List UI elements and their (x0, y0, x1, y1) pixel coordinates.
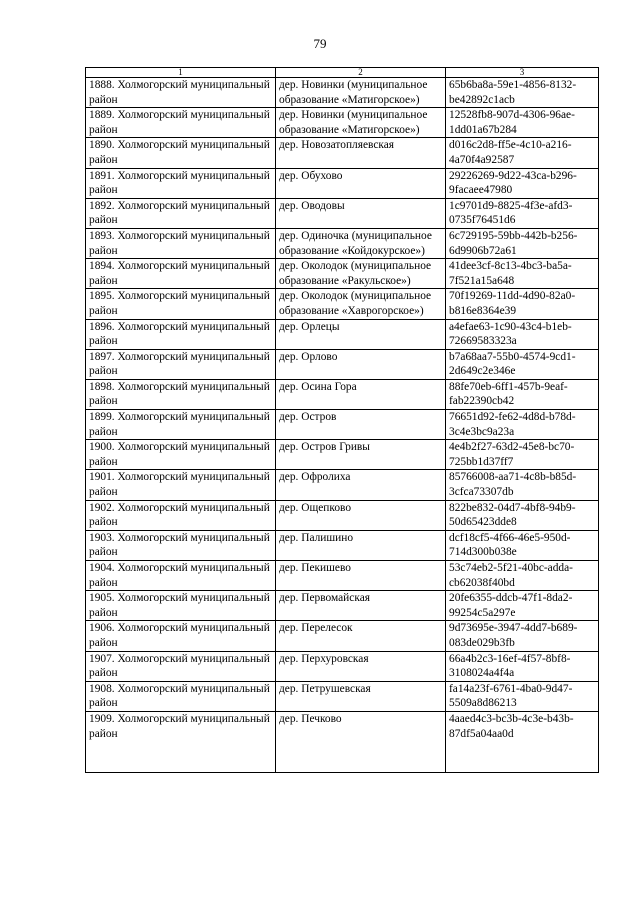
settlement-cell: дер. Перелесок (276, 621, 446, 651)
settlement-cell: дер. Петрушевская (276, 681, 446, 711)
table-row (86, 621, 599, 651)
table-row (86, 681, 599, 711)
table-row (86, 470, 599, 500)
district-cell: 1897. Холмогорский муниципальный район (86, 349, 276, 379)
settlement-cell: дер. Одиночка (муниципальное образование «Койдокурское») (276, 228, 446, 258)
guid-cell: d016c2d8-ff5e-4c10-a216-4a70f4a92587 (446, 138, 599, 168)
guid-cell: 88fe70eb-6ff1-457b-9eaf-fab22390cb42 (446, 379, 599, 409)
table-row (86, 591, 599, 621)
settlement-cell: дер. Околодок (муниципальное образование «Ракульское») (276, 259, 446, 289)
header-row (86, 68, 599, 78)
table-row (86, 289, 599, 319)
guid-cell: 4aaed4c3-bc3b-4c3e-b43b-87df5a04aa0d (446, 711, 599, 772)
district-cell: 1901. Холмогорский муниципальный район (86, 470, 276, 500)
guid-cell: fa14a23f-6761-4ba0-9d47-5509a8d86213 (446, 681, 599, 711)
page-number: 79 (313, 36, 327, 51)
guid-cell: 41dee3cf-8c13-4bc3-ba5a-7f521a15a648 (446, 259, 599, 289)
settlement-cell: дер. Офролиха (276, 470, 446, 500)
table-row (86, 500, 599, 530)
table-row (86, 78, 599, 108)
settlement-cell: дер. Обухово (276, 168, 446, 198)
settlement-cell: дер. Оводовы (276, 198, 446, 228)
guid-cell: 12528fb8-907d-4306-96ae-1dd01a67b284 (446, 108, 599, 138)
guid-cell: 20fe6355-ddcb-47f1-8da2-99254c5a297e (446, 591, 599, 621)
guid-cell: 9d73695e-3947-4dd7-b689-083de029b3fb (446, 621, 599, 651)
guid-cell: 66a4b2c3-16ef-4f57-8bf8-3108024a4f4a (446, 651, 599, 681)
district-cell: 1902. Холмогорский муниципальный район (86, 500, 276, 530)
district-cell: 1889. Холмогорский муниципальный район (86, 108, 276, 138)
district-cell: 1898. Холмогорский муниципальный район (86, 379, 276, 409)
district-cell: 1895. Холмогорский муниципальный район (86, 289, 276, 319)
table-row (86, 228, 599, 258)
district-cell: 1907. Холмогорский муниципальный район (86, 651, 276, 681)
guid-cell: 1c9701d9-8825-4f3e-afd3-0735f76451d6 (446, 198, 599, 228)
table-row (86, 711, 599, 772)
guid-cell: 70f19269-11dd-4d90-82a0-b816e8364e39 (446, 289, 599, 319)
district-cell: 1890. Холмогорский муниципальный район (86, 138, 276, 168)
table-row (86, 198, 599, 228)
settlement-cell: дер. Орлово (276, 349, 446, 379)
district-cell: 1891. Холмогорский муниципальный район (86, 168, 276, 198)
district-cell: 1906. Холмогорский муниципальный район (86, 621, 276, 651)
district-cell: 1888. Холмогорский муниципальный район (86, 78, 276, 108)
table-row (86, 561, 599, 591)
registry-table (85, 67, 599, 773)
settlement-cell: дер. Осина Гора (276, 379, 446, 409)
district-cell: 1896. Холмогорский муниципальный район (86, 319, 276, 349)
table-row (86, 259, 599, 289)
table-row (86, 108, 599, 138)
district-cell: 1899. Холмогорский муниципальный район (86, 410, 276, 440)
column-header-1: 1 (86, 68, 276, 78)
table-body (86, 78, 599, 773)
guid-cell: 6c729195-59bb-442b-b256-6d9906b72a61 (446, 228, 599, 258)
district-cell: 1903. Холмогорский муниципальный район (86, 530, 276, 560)
settlement-cell: дер. Печково (276, 711, 446, 772)
table-row (86, 651, 599, 681)
settlement-cell: дер. Новинки (муниципальное образование «Матигорское») (276, 108, 446, 138)
district-cell: 1909. Холмогорский муниципальный район (86, 711, 276, 772)
guid-cell: 822be832-04d7-4bf8-94b9-50d65423dde8 (446, 500, 599, 530)
district-cell: 1904. Холмогорский муниципальный район (86, 561, 276, 591)
settlement-cell: дер. Околодок (муниципальное образование «Хаврогорское») (276, 289, 446, 319)
guid-cell: 4e4b2f27-63d2-45e8-bc70-725bb1d37ff7 (446, 440, 599, 470)
table-row (86, 440, 599, 470)
settlement-cell: дер. Ощепково (276, 500, 446, 530)
settlement-cell: дер. Новинки (муниципальное образование «Матигорское») (276, 78, 446, 108)
guid-cell: a4efae63-1c90-43c4-b1eb-72669583323a (446, 319, 599, 349)
guid-cell: 29226269-9d22-43ca-b296-9facaee47980 (446, 168, 599, 198)
guid-cell: dcf18cf5-4f66-46e5-950d-714d300b038e (446, 530, 599, 560)
district-cell: 1900. Холмогорский муниципальный район (86, 440, 276, 470)
guid-cell: 76651d92-fe62-4d8d-b78d-3c4e3bc9a23a (446, 410, 599, 440)
table-row (86, 410, 599, 440)
table-row (86, 349, 599, 379)
district-cell: 1894. Холмогорский муниципальный район (86, 259, 276, 289)
district-cell: 1892. Холмогорский муниципальный район (86, 198, 276, 228)
guid-cell: b7a68aa7-55b0-4574-9cd1-2d649c2e346e (446, 349, 599, 379)
settlement-cell: дер. Орлецы (276, 319, 446, 349)
district-cell: 1905. Холмогорский муниципальный район (86, 591, 276, 621)
district-cell: 1908. Холмогорский муниципальный район (86, 681, 276, 711)
settlement-cell: дер. Остров Гривы (276, 440, 446, 470)
guid-cell: 65b6ba8a-59e1-4856-8132-be42892c1acb (446, 78, 599, 108)
settlement-cell: дер. Остров (276, 410, 446, 440)
table-row (86, 379, 599, 409)
table-row (86, 530, 599, 560)
table-row (86, 138, 599, 168)
settlement-cell: дер. Первомайская (276, 591, 446, 621)
guid-cell: 53c74eb2-5f21-40bc-adda-cb62038f40bd (446, 561, 599, 591)
table-row (86, 168, 599, 198)
column-header-2: 2 (276, 68, 446, 78)
guid-cell: 85766008-aa71-4c8b-b85d-3cfca73307db (446, 470, 599, 500)
settlement-cell: дер. Палишино (276, 530, 446, 560)
column-header-3: 3 (446, 68, 599, 78)
district-cell: 1893. Холмогорский муниципальный район (86, 228, 276, 258)
settlement-cell: дер. Новозатопляевская (276, 138, 446, 168)
settlement-cell: дер. Перхуровская (276, 651, 446, 681)
settlement-cell: дер. Пекишево (276, 561, 446, 591)
table-row (86, 319, 599, 349)
